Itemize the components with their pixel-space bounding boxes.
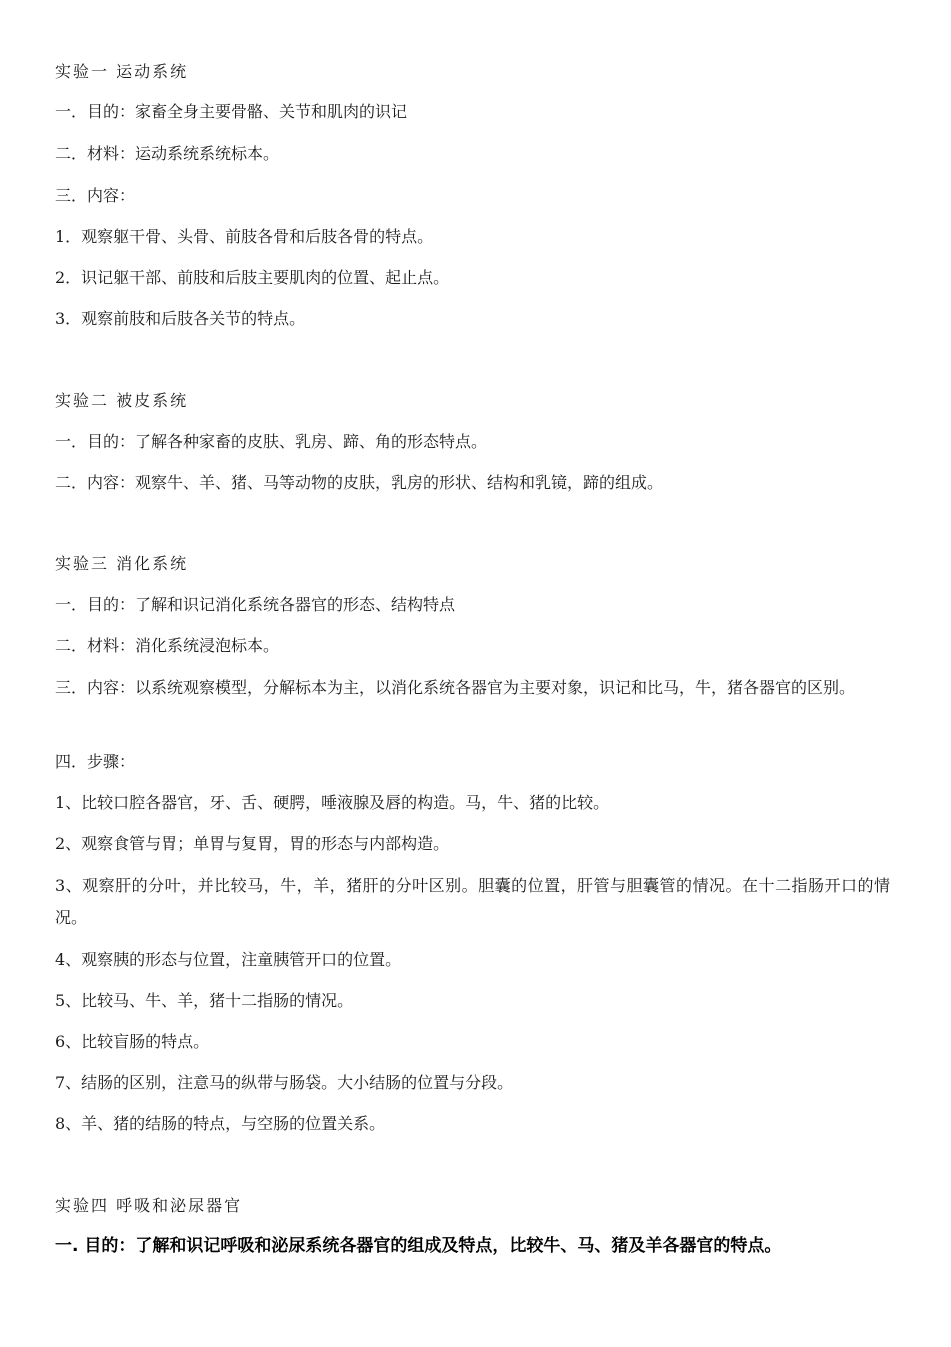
experiment-4-purpose: 一. 目的：了解和识记呼吸和泌尿系统各器官的组成及特点，比较牛、马、猪及羊各器官的特点。	[55, 1236, 782, 1256]
experiment-3-step: 5、比较马、牛、羊，猪十二指肠的情况。	[55, 991, 354, 1010]
experiment-3-step: 6、比较盲肠的特点。	[55, 1032, 210, 1051]
experiment-3-materials: 二．材料：消化系统浸泡标本。	[55, 636, 280, 655]
experiment-3-step: 1、比较口腔各器官，牙、舌、硬腭，唾液腺及唇的构造。马，牛、猪的比较。	[55, 793, 610, 812]
experiment-3-step: 8、羊、猪的结肠的特点，与空肠的位置关系。	[55, 1114, 386, 1133]
experiment-3-purpose: 一．目的：了解和识记消化系统各器官的形态、结构特点	[55, 595, 456, 614]
experiment-2-title: 实验二 被皮系统	[55, 391, 189, 410]
experiment-3-step: 4、观察胰的形态与位置，注童胰管开口的位置。	[55, 950, 402, 969]
experiment-1-title: 实验一 运动系统	[55, 62, 189, 81]
experiment-1-item: 3．观察前肢和后肢各关节的特点。	[55, 309, 306, 328]
experiment-1-content-label: 三．内容：	[55, 186, 136, 205]
experiment-2-purpose: 一．目的：了解各种家畜的皮肤、乳房、蹄、角的形态特点。	[55, 432, 488, 451]
experiment-2-content: 二．内容：观察牛、羊、猪、马等动物的皮肤，乳房的形状、结构和乳镜，蹄的组成。	[55, 473, 664, 492]
experiment-3-step: 7、结肠的区别，注意马的纵带与肠袋。大小结肠的位置与分段。	[55, 1073, 514, 1092]
experiment-3-step: 2、观察食管与胃；单胃与复胃，胃的形态与内部构造。	[55, 834, 450, 853]
experiment-3-steps-label: 四．步骤：	[55, 752, 136, 771]
experiment-4-title: 实验四 呼吸和泌尿器官	[55, 1196, 243, 1215]
experiment-1-materials: 二．材料：运动系统系统标本。	[55, 144, 280, 163]
experiment-3-step: 3、观察肝的分叶，并比较马，牛，羊，猪肝的分叶区别。胆囊的位置，肝管与胆囊管的情况。在十二指肠开口的情况。	[55, 876, 890, 927]
experiment-1-item: 1．观察躯干骨、头骨、前肢各骨和后肢各骨的特点。	[55, 227, 434, 246]
experiment-1-item: 2．识记躯干部、前肢和后肢主要肌肉的位置、起止点。	[55, 268, 450, 287]
experiment-3-content: 三．内容：以系统观察模型，分解标本为主，以消化系统各器官为主要对象，识记和比马，牛，猪各器官的区别。	[55, 678, 856, 697]
experiment-3-title: 实验三 消化系统	[55, 554, 189, 573]
experiment-1-purpose: 一．目的：家畜全身主要骨骼、关节和肌肉的识记	[55, 102, 408, 121]
